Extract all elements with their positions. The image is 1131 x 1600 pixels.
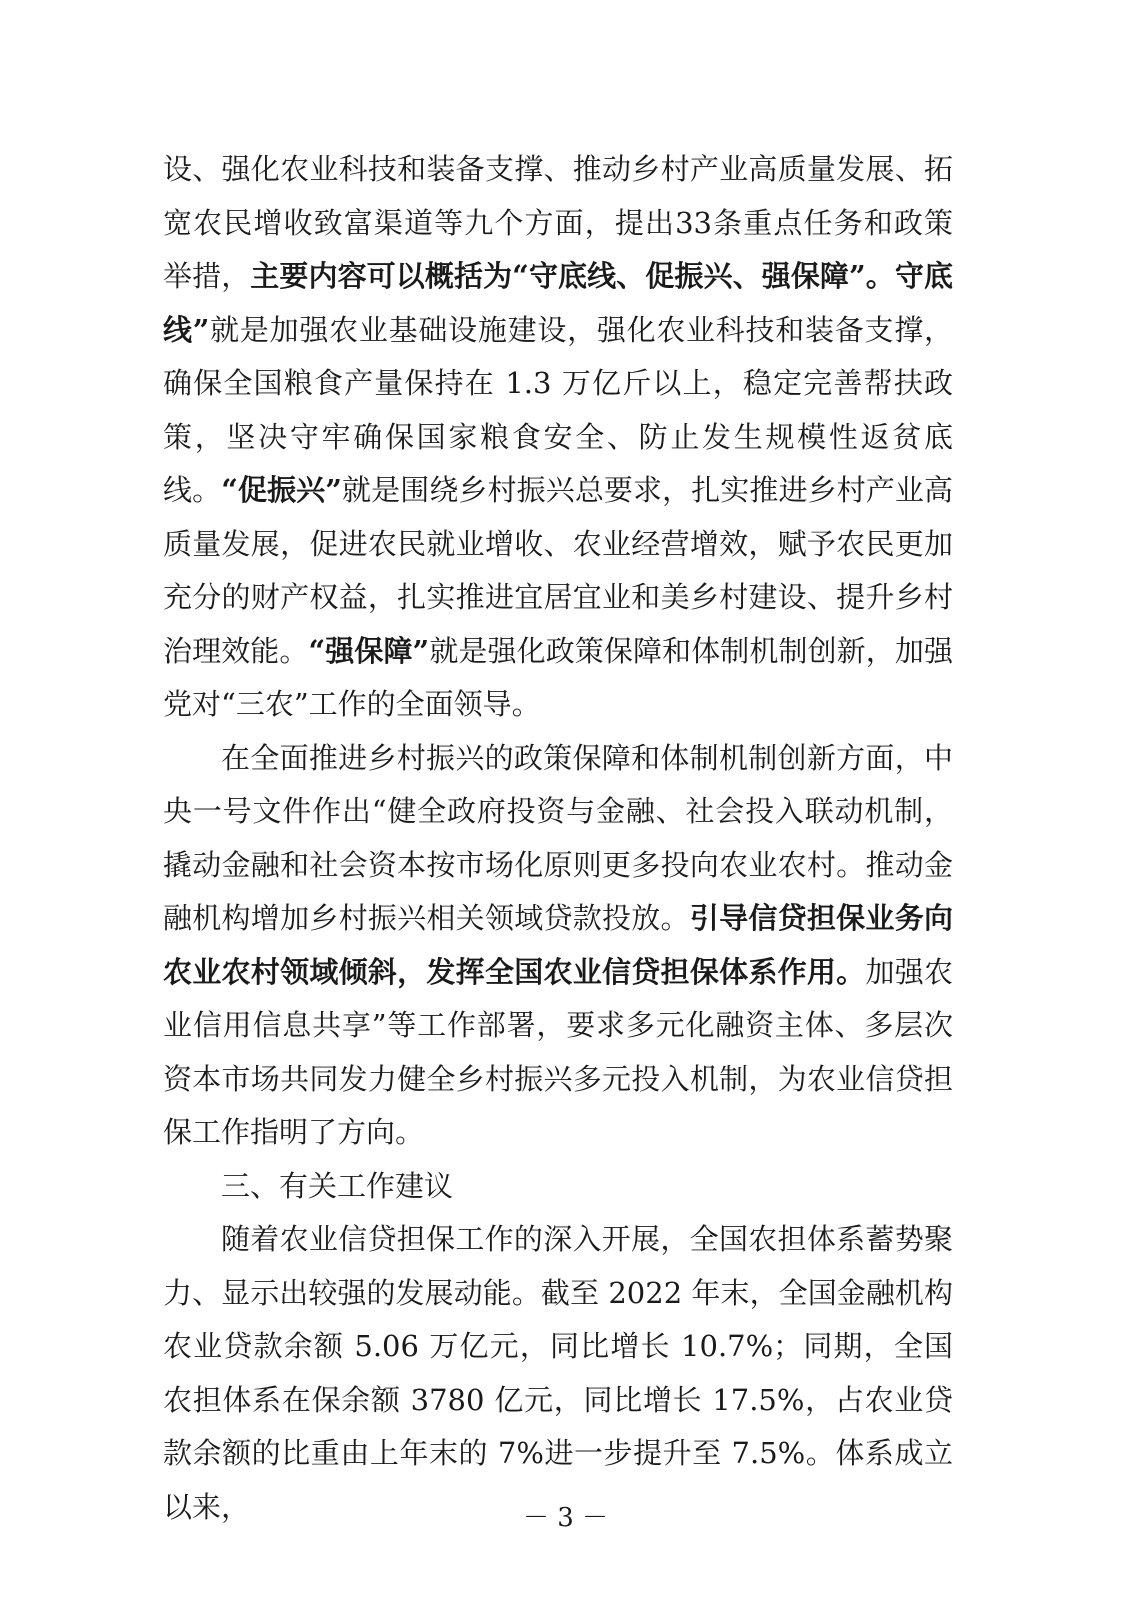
promote-revitalization-bold: “促振兴” (221, 473, 342, 507)
paragraph-policy (163, 732, 953, 1160)
page-number: － 3 － (522, 1503, 609, 1533)
paragraph-policy-part3: 加强农业信用信息共享”等工作部署，要求多元化融资主体、多层次资本市场共同发力健全乡村振兴多元投入机制，为农业信贷担保工作指明了方向。 (163, 954, 953, 1149)
paragraph-progress: 随着农业信贷担保工作的深入开展，全国农担体系蓄势聚力、显示出较强的发展动能。截至 2022 年末，全国金融机构农业贷款余额 5.06 万亿元，同比增长 10.7%；同期，全国农担体系在保余额 3780 亿元，同比增长 17.5%，占农业贷款余额的比重由上年末的 7%进一步提升至 7.5%。体系成立以来， (163, 1222, 953, 1524)
paragraph-summary (163, 143, 953, 732)
paragraph-summary-part7: 就是强化政策保障和体制机制创新，加强党对“三农”工作的全面领导。 (163, 633, 953, 721)
paragraph-summary-part5: 就是围绕乡村振兴总要求，扎实推进乡村产业高质量发展，促进农民就业增收、农业经营增效，赋予农民更加充分的财产权益，扎实推进宜居宜业和美乡村建设、提升乡村治理效能。 (163, 473, 953, 668)
paragraph-policy-part1: 在全面推进乡村振兴的政策保障和体制机制创新方面，中央一号文件作出“健全政府投资与金融、社会投入联动机制，撬动金融和社会资本按市场化原则更多投向农业农村。推动金融机构增加乡村振兴相关领域贷款投放。 (163, 740, 953, 935)
paragraph-summary-part1: 设、强化农业科技和装备支撑、推动乡村产业高质量发展、拓宽农民增收致富渠道等九个方面，提出33条重点任务和政策举措， (163, 152, 953, 293)
body-text (163, 143, 953, 1534)
credit-guarantee-bold: 引导信贷担保业务向农业农村领域倾斜，发挥全国农业信贷担保体系作用。 (163, 901, 953, 989)
section-heading: 三、有关工作建议 (221, 1168, 454, 1203)
strengthen-guarantee-bold: “强保障” (308, 633, 430, 668)
paragraph-summary-part3: 就是加强农业基础设施建设，强化农业科技和装备支撑，确保全国粮食产量保持在 1.3 万亿斤以上，稳定完善帮扶政策，坚决守牢确保国家粮食安全、防止发生规模性返贫底线。 (163, 312, 953, 507)
key-summary-bold: 主要内容可以概括为“守底线、促振兴、强保障”。守底线” (163, 259, 953, 347)
